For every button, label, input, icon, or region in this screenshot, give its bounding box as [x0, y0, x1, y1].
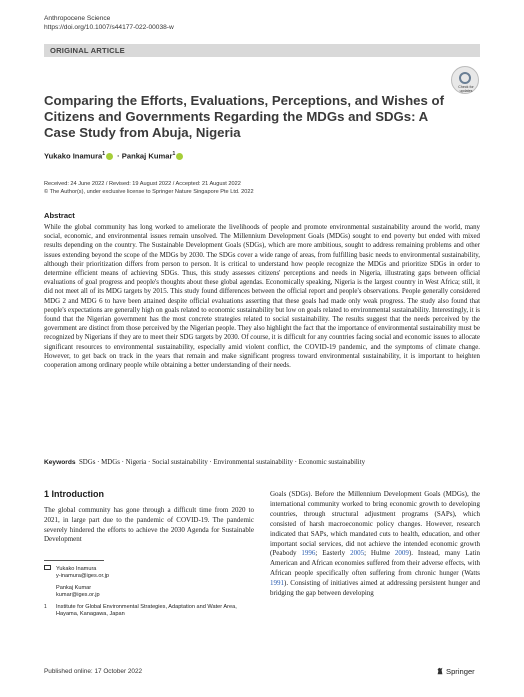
- article-type-banner: [44, 44, 480, 57]
- intro-text: ). Consisting of initiatives aimed at addressing persistent hunger and bridging the gap between developing: [270, 579, 480, 598]
- author-email[interactable]: kumar@iges.or.jp: [56, 592, 100, 599]
- check-for-updates-badge[interactable]: [451, 66, 479, 94]
- intro-right-column: [270, 490, 480, 599]
- abstract-heading: Abstract: [44, 211, 75, 220]
- affiliation-marker: 1: [172, 151, 176, 157]
- article-type-label: ORIGINAL ARTICLE: [50, 46, 125, 55]
- publisher-logo: [436, 667, 475, 676]
- correspondence-block: [44, 565, 254, 618]
- published-date: Published online: 17 October 2022: [44, 668, 143, 675]
- doi-link[interactable]: https://doi.org/10.1007/s44177-022-00038-w: [44, 24, 174, 31]
- intro-left-column: The global community has gone through a difficult time from 2020 to 2021, in large part due to the pandemic of COVID-19. The pandemic severely hindered the efforts to achieve the 2030 Agenda for Sustainable Development: [44, 506, 254, 544]
- affiliation-marker: 1: [102, 151, 106, 157]
- citation-link[interactable]: 1996: [301, 549, 316, 558]
- keywords-line: [44, 458, 480, 467]
- author-list: [44, 151, 185, 161]
- intro-text: ). Instead, many Latin American and African economies suffered from their adverse effects, with African people specifically often suffering from chronic hunger (Watts: [270, 549, 480, 578]
- keywords-label: Keywords: [44, 459, 76, 466]
- keywords-text: SDGs · MDGs · Nigeria · Social sustainability · Environmental sustainability · Economic sustainability: [78, 459, 366, 466]
- intro-text: ; Hulme: [364, 549, 395, 558]
- envelope-icon: [44, 565, 51, 570]
- submission-history: Received: 24 June 2022 / Revised: 19 August 2022 / Accepted: 21 August 2022: [44, 181, 241, 187]
- horse-icon: [436, 667, 444, 675]
- article-title: Comparing the Efforts, Evaluations, Perceptions, and Wishes of Citizens and Governments Regarding the MDGs and SDGs: A Case Study from Abuja, Nigeria: [44, 93, 444, 140]
- journal-name: Anthropocene Science: [44, 15, 111, 22]
- footnote-divider: [44, 560, 104, 561]
- author-name: Yukako Inamura: [44, 151, 103, 161]
- affiliation-text: Institute for Global Environmental Strategies, Adaptation and Water Area, Hayama, Kanagawa, Japan: [56, 603, 237, 618]
- author-email[interactable]: y-inamura@iges.or.jp: [56, 573, 109, 580]
- author-name: Pankaj Kumar: [121, 151, 173, 161]
- corresponding-author-name: Yukako Inamura: [56, 566, 97, 572]
- publisher-name: Springer: [446, 667, 475, 676]
- author-separator: ·: [115, 151, 122, 161]
- refresh-icon: [459, 72, 471, 84]
- affiliation-number: 1: [44, 603, 47, 610]
- article-dates: [44, 180, 254, 196]
- affiliation: [44, 604, 254, 619]
- citation-link[interactable]: 1991: [270, 579, 284, 588]
- citation-link[interactable]: 2005: [350, 549, 365, 558]
- copyright-line: © The Author(s), under exclusive license to Springer Nature Singapore Pte Ltd. 2022: [44, 189, 254, 195]
- orcid-icon[interactable]: [106, 153, 113, 160]
- orcid-icon[interactable]: [176, 153, 183, 160]
- citation-link[interactable]: 2009: [394, 549, 409, 558]
- badge-label: Check for updates: [458, 85, 474, 93]
- intro-text: ; Easterly: [315, 549, 351, 558]
- intro-text: Goals (SDGs). Before the Millennium Development Goals (MDGs), the international community worked to bring economic growth to developing countries, through structural adjustment programs (SAPs), which consisted of harsh macroeconomic policy changes. However, research indicated that SAPs, which mandated cuts to health, education, and other important social services, did not achieve the intended economic growth (Peabody: [270, 490, 480, 558]
- section-heading: 1 Introduction: [44, 489, 104, 499]
- abstract-text: While the global community has long worked to ameliorate the livelihoods of people and promote environmental sustainability around the world, many social, economic, and environmental issues remain unsolved. The Millennium Development Goals (MDGs) sought to end poverty but ended with mixed results depending on the country. The Sustainable Development Goals (SDGs), which are more ambitious, sought to address remaining problems and other issues extending beyond the scope of the MDGs by 2030. The SDGs cover a wide range of areas, from fulfilling basic needs to environmental sustainability, although their prioritization differs from person to person. It is critical to understand how people recognize the MDGs and prioritize SDGs in order to determine efficient means of achieving SDGs. Thus, this study assesses citizens' perceptions and needs in Nigeria, illustrating gaps between official evaluations of goal progress and people's thoughts about these global agendas. Economically speaking, Nigeria is the largest country in West Africa; still, it did not meet all of its MDG targets by 2015. This study found differences between the official report and people's observations. People generally considered MDG 2 and MDG 6 to have been attained despite official evaluations asserting that these goals had made only weak progress. The study also found that people's expectations are generally high on goals related to economic sustainability but low on goals related to environmental sustainability. Interestingly, it is found that the Nigerian government has the most concrete strategies related to social sustainability. The results suggest that the needs perceived by the government are distinct from those perceived by the Nigerian people. They also highlight the fact that the importance of environmental sustainability must be recognized by Nigerians if they are to meet their SDG targets by 2030. Of course, it is difficult for any countries facing social and economic issues to allocate significant resources to environmental sustainability, especially amid violent conflict, the COVID-19 pandemic, and the symptoms of climate change. However, to get back on track in the years that remain and make significant progress toward environmental sustainability, it is important to heighten cooperation among ordinary people while obtaining a better understanding of their needs.: [44, 224, 480, 370]
- corresponding-author-name: Pankaj Kumar: [56, 584, 92, 591]
- journal-header: [44, 14, 174, 32]
